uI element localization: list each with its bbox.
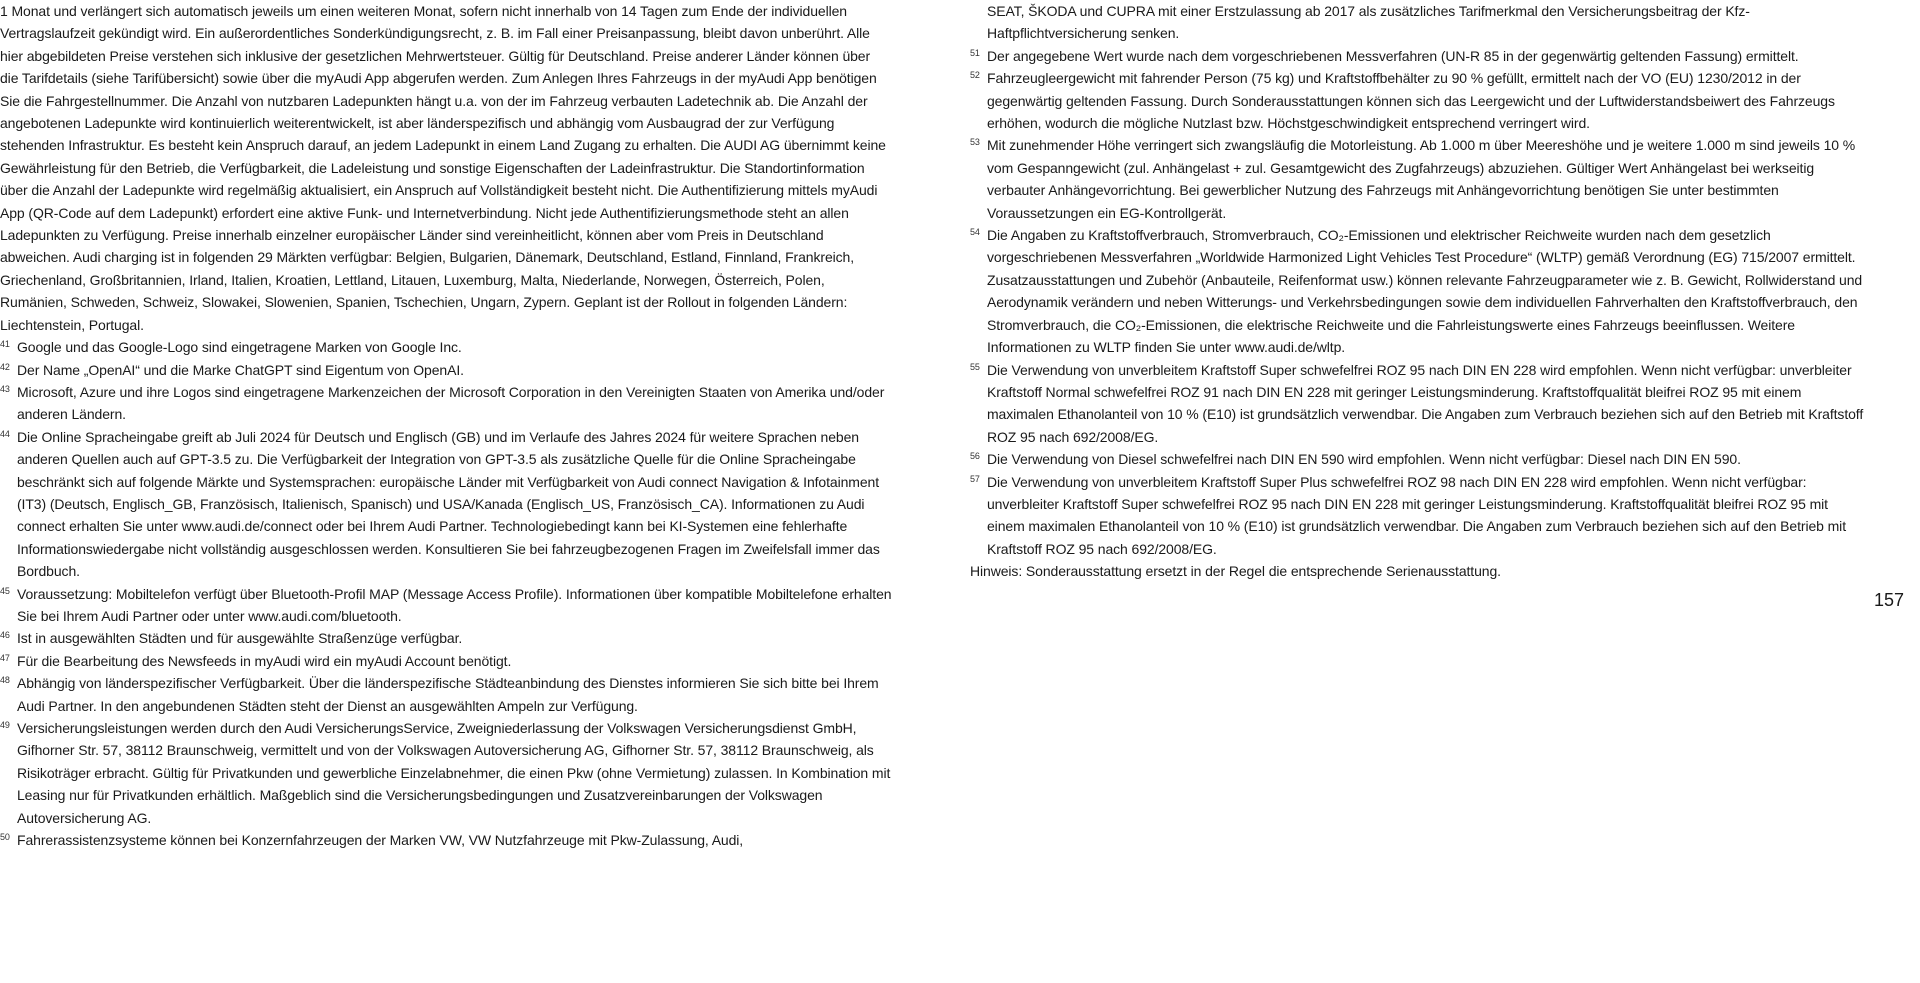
footnote-text: Abhängig von länderspezifischer Verfügbarkeit. Über die länderspezifische Städteanbindung des Dienstes informieren Sie sich bitte bei Ihrem Audi Partner. In den angebundenen Städten steht der Dienst an ausgewählten Ampeln zur Verfügung. bbox=[17, 675, 879, 714]
footnote-text: Der Name „OpenAI“ und die Marke ChatGPT sind Eigentum von OpenAI. bbox=[17, 361, 464, 378]
footnote-text: Versicherungsleistungen werden durch den Audi VersicherungsService, Zweigniederlassung der Volkswagen Versicherungsdienst GmbH, Gifhorner Str. 57, 38112 Braunschweig, vermittelt und von der Volkswagen Autoversicherung AG, Gifhorner Str. 57, 38112 Braunschweig, als Risikoträger erbracht. Gültig für Privatkunden und gewerbliche Einzelabnehmer, die einen Pkw (ohne Vermietung) zulassen. In Kombination mit Leasing nur für Privatkunden erhältlich. Maßgeblich sind die Versicherungsbedingungen und Zusatzvereinbarungen der Volkswagen Autoversicherung AG. bbox=[17, 720, 891, 826]
footnote-text: Der angegebene Wert wurde nach dem vorgeschriebenen Messverfahren (UN-R 85 in der gegenwärtig geltenden Fassung) ermittelt. bbox=[987, 47, 1799, 64]
footnote-57 bbox=[970, 471, 1866, 561]
footnote-51 bbox=[970, 45, 1866, 67]
footnote-number: 48 bbox=[0, 675, 10, 686]
footnote-number: 50 bbox=[0, 832, 10, 843]
footnote-48 bbox=[0, 672, 892, 717]
footnote-50 bbox=[0, 829, 892, 851]
footnote-text: Für die Bearbeitung des Newsfeeds in myAudi wird ein myAudi Account benötigt. bbox=[17, 652, 512, 669]
footnote-number: 41 bbox=[0, 339, 10, 350]
continuation-text: SEAT, ŠKODA und CUPRA mit einer Erstzulassung ab 2017 als zusätzliches Tarifmerkmal den Versicherungsbeitrag der Kfz-Haftpflichtversicherung senken. bbox=[987, 3, 1750, 42]
footnote-number: 52 bbox=[970, 70, 980, 81]
footnote-42 bbox=[0, 359, 892, 381]
footnote-text: Die Verwendung von unverbleitem Kraftstoff Super schwefelfrei ROZ 95 nach DIN EN 228 wird empfohlen. Wenn nicht verfügbar: unverbleiter Kraftstoff Normal schwefelfrei ROZ 91 nach DIN EN 228 mit geringer Leistungsminderung. Kraftstoffqualität bleifrei ROZ 95 mit einem maximalen Ethanolanteil von 10 % (E10) ist grundsätzlich verwendbar. Die Angaben zum Verbrauch beziehen sich auf den Betrieb mit Kraftstoff ROZ 95 nach 692/2008/EG. bbox=[987, 361, 1864, 445]
footnote-55 bbox=[970, 359, 1866, 449]
footnote-text: Voraussetzung: Mobiltelefon verfügt über Bluetooth-Profil MAP (Message Access Profile). Informationen über kompatible Mobiltelefone erhalten Sie bei Ihrem Audi Partner oder unter www.audi.com/bluetooth. bbox=[17, 585, 892, 624]
footnote-text: Mit zunehmender Höhe verringert sich zwangsläufig die Motorleistung. Ab 1.000 m über Meereshöhe und je weitere 1.000 m sind jeweils 10 % vom Gespanngewicht (zul. Anhängelast + zul. Gesamtgewicht des Zugfahrzeugs) abzuziehen. Gültiger Wert Anhängelast bei werkseitig verbauter Anhängevorrichtung. Bei gewerblicher Nutzung des Fahrzeugs mit Anhängevorrichtung benötigen Sie unter bestimmten Voraussetzungen ein EG-Kontrollgerät. bbox=[987, 137, 1856, 221]
footnote-number: 54 bbox=[970, 227, 980, 238]
footnote-50-continued bbox=[970, 0, 1866, 45]
footnote-text: Fahrerassistenzsysteme können bei Konzernfahrzeugen der Marken VW, VW Nutzfahrzeuge mit Pkw-Zulassung, Audi, bbox=[17, 832, 744, 849]
footnote-text: Die Verwendung von unverbleitem Kraftstoff Super Plus schwefelfrei ROZ 98 nach DIN EN 228 wird empfohlen. Wenn nicht verfügbar: unverbleiter Kraftstoff Super schwefelfrei ROZ 95 nach DIN EN 228 mit geringer Leistungsminderung. Kraftstoffqualität bleifrei ROZ 95 mit einem maximalen Ethanolanteil von 10 % (E10) ist grundsätzlich verwendbar. Die Angaben zum Verbrauch beziehen sich auf den Betrieb mit Kraftstoff ROZ 95 nach 692/2008/EG. bbox=[987, 473, 1846, 557]
footnote-text: Microsoft, Azure und ihre Logos sind eingetragene Markenzeichen der Microsoft Corporation in den Vereinigten Staaten von Amerika und/oder anderen Ländern. bbox=[17, 383, 885, 423]
footnote-43 bbox=[0, 381, 892, 426]
footnote-text: Die Angaben zu Kraftstoffverbrauch, Stromverbrauch, CO₂-Emissionen und elektrischer Reichweite wurden nach dem gesetzlich vorgeschriebenen Messverfahren „Worldwide Harmonized Light Vehicles Test Procedure“ (WLTP) gemäß Verordnung (EG) 715/2007 ermittelt. Zusatzausstattungen und Zubehör (Anbauteile, Reifenformat usw.) können relevante Fahrzeugparameter wie z. B. Gewicht, Rollwiderstand und Aerodynamik verändern und neben Witterungs- und Verkehrsbedingungen sowie dem individuellen Fahrverhalten den Kraftstoffverbrauch, den Stromverbrauch, die CO₂-Emissionen, die elektrische Reichweite und die Fahrleistungswerte eines Fahrzeugs beeinflussen. Weitere Informationen zu WLTP finden Sie unter www.audi.de/wltp. bbox=[987, 227, 1863, 356]
page-number: 157 bbox=[1874, 590, 1905, 610]
footnote-number: 53 bbox=[970, 137, 980, 148]
footnote-number: 47 bbox=[0, 652, 10, 663]
footnote-56 bbox=[970, 448, 1866, 470]
footnote-47 bbox=[0, 650, 892, 672]
footnote-46 bbox=[0, 627, 892, 649]
footnote-number: 45 bbox=[0, 585, 10, 596]
footnote-52 bbox=[970, 67, 1866, 134]
right-column bbox=[970, 0, 1866, 583]
footnote-53 bbox=[970, 134, 1866, 224]
footnote-number: 44 bbox=[0, 428, 10, 439]
footnote-number: 46 bbox=[0, 630, 10, 641]
footnote-number: 57 bbox=[970, 473, 980, 484]
footnote-number: 51 bbox=[970, 47, 980, 58]
footnote-44 bbox=[0, 426, 892, 583]
footnote-number: 43 bbox=[0, 383, 10, 394]
footnote-text: Google und das Google-Logo sind eingetragene Marken von Google Inc. bbox=[17, 339, 462, 356]
footnote-number: 56 bbox=[970, 451, 980, 462]
left-column bbox=[0, 0, 892, 851]
intro-paragraph: 1 Monat und verlängert sich automatisch jeweils um einen weiteren Monat, sofern nicht innerhalb von 14 Tagen zum Ende der individuellen Vertragslaufzeit gekündigt wird. Ein außerordentliches Sonderkündigungsrecht, z. B. im Fall einer Preisanpassung, bleibt davon unberührt. Alle hier abgebildeten Preise verstehen sich inklusive der gesetzlichen Mehrwertsteuer. Gültig für Deutschland. Preise anderer Länder können über die Tarifdetails (siehe Tarifübersicht) sowie über die myAudi App abgerufen werden. Zum Anlegen Ihres Fahrzeugs in der myAudi App benötigen Sie die Fahrgestellnummer. Die Anzahl von nutzbaren Ladepunkten hängt u.a. von der im Fahrzeug verbauten Ladetechnik ab. Die Anzahl der angebotenen Ladepunkte wird kontinuierlich weiterentwickelt, ist aber länderspezifisch und abhängig vom Ausbaugrad der zur Verfügung stehenden Infrastruktur. Es besteht kein Anspruch darauf, an jedem Ladepunkt in einem Land Zugang zu erhalten. Die AUDI AG übernimmt keine Gewährleistung für den Betrieb, die Verfügbarkeit, die Ladeleistung und sonstige Eigenschaften der Ladeinfrastruktur. Die Standortinformation über die Anzahl der Ladepunkte wird regelmäßig aktualisiert, ein Anspruch auf Vollständigkeit besteht nicht. Die Authentifizierung mittels myAudi App (QR-Code auf dem Ladepunkt) erfordert eine aktive Funk- und Internetverbindung. Nicht jede Authentifizierungsmethode steht an allen Ladepunkten zu Verfügung. Preise innerhalb einzelner europäischer Länder sind vereinheitlicht, können aber vom Preis in Deutschland abweichen. Audi charging ist in folgenden 29 Märkten verfügbar: Belgien, Bulgarien, Dänemark, Deutschland, Estland, Finnland, Frankreich, Griechenland, Großbritannien, Irland, Italien, Kroatien, Lettland, Litauen, Luxemburg, Malta, Niederlande, Norwegen, Österreich, Polen, Rumänien, Schweden, Schweiz, Slowakei, Slowenien, Spanien, Tschechien, Ungarn, Zypern. Geplant ist der Rollout in folgenden Ländern: Liechtenstein, Portugal. bbox=[0, 3, 886, 333]
footnote-45 bbox=[0, 583, 892, 628]
footnote-54 bbox=[970, 224, 1866, 358]
footnote-text: Die Verwendung von Diesel schwefelfrei nach DIN EN 590 wird empfohlen. Wenn nicht verfügbar: Diesel nach DIN EN 590. bbox=[987, 451, 1741, 468]
footnote-number: 42 bbox=[0, 361, 10, 372]
footnote-text: Die Online Spracheingabe greift ab Juli 2024 für Deutsch und Englisch (GB) und im Verlaufe des Jahres 2024 für weitere Sprachen neben anderen Quellen auch auf GPT-3.5 zu. Die Verfügbarkeit der Integration von GPT-3.5 als zusätzliche Quelle für die Online Spracheingabe beschränkt sich auf folgende Märkte und Systemsprachen: europäische Länder mit Verfügbarkeit von Audi connect Navigation & Infotainment (IT3) (Deutsch, Englisch_GB, Französisch, Italienisch, Spanisch) und USA/Kanada (Englisch_US, Französisch_CA). Informationen zu Audi connect erhalten Sie unter www.audi.de/connect oder bei Ihrem Audi Partner. Technologiebedingt kann bei KI-Systemen eine fehlerhafte Informationswiedergabe nicht vollständig ausgeschlossen werden. Konsultieren Sie bei fahrzeugbezogenen Fragen im Zweifelsfall immer das Bordbuch. bbox=[17, 428, 880, 580]
footnote-number: 49 bbox=[0, 720, 10, 730]
footnote-text: Ist in ausgewählten Städten und für ausgewählte Straßenzüge verfügbar. bbox=[17, 630, 463, 647]
footnote-number: 55 bbox=[970, 361, 980, 372]
footnote-41 bbox=[0, 336, 892, 358]
equipment-note: Hinweis: Sonderausstattung ersetzt in der Regel die entsprechende Serienausstattung. bbox=[970, 563, 1501, 580]
footnote-49 bbox=[0, 717, 892, 829]
footnote-text: Fahrzeugleergewicht mit fahrender Person (75 kg) und Kraftstoffbehälter zu 90 % gefüllt, ermittelt nach der VO (EU) 1230/2012 in der gegenwärtig geltenden Fassung. Durch Sonderausstattungen können sich das Leergewicht und der Luftwiderstandsbeiwert des Fahrzeugs erhöhen, wodurch die mögliche Nutzlast bzw. Höchstgeschwindigkeit entsprechend verringert wird. bbox=[987, 70, 1835, 132]
